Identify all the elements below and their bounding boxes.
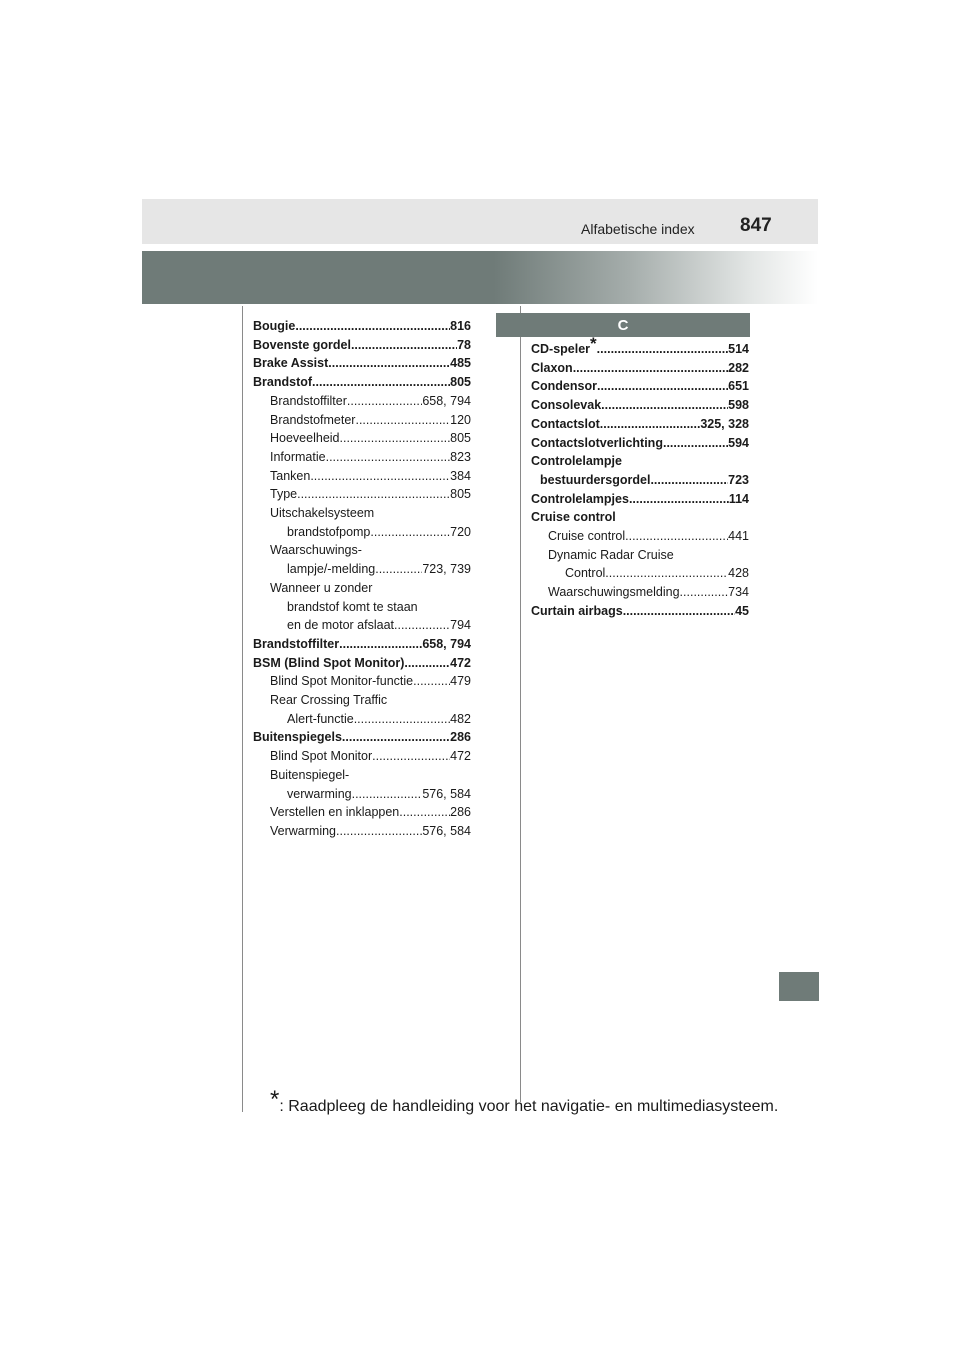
index-subentry: Control ..... 428 xyxy=(531,564,749,583)
index-subentry: brandstofpomp ..... 720 xyxy=(253,523,471,542)
index-subentry: en de motor afslaat ..... 794 xyxy=(253,616,471,635)
index-subentry: Blind Spot Monitor-functie ..... 479 xyxy=(253,672,471,691)
index-subentry: Verstellen en inklappen ..... 286 xyxy=(253,803,471,822)
index-entry-line: Controlelampje xyxy=(531,454,622,469)
index-subentry: Verwarming ..... 576, 584 xyxy=(253,822,471,841)
index-entry: Contactslotverlichting ..... 594 xyxy=(531,434,749,453)
index-subentry: Brandstofmeter ..... 120 xyxy=(253,411,471,430)
chapter-side-tab xyxy=(779,972,819,1001)
index-entry: Controlelampjes ..... 114 xyxy=(531,490,749,509)
index-entry: Consolevak ..... 598 xyxy=(531,396,749,415)
index-entry: Contactslot ..... 325, 328 xyxy=(531,415,749,434)
index-entry: bestuurdersgordel ..... 723 xyxy=(531,471,749,490)
index-subentry-line: Waarschuwings- xyxy=(270,543,362,558)
column-rule-left xyxy=(242,306,243,1112)
index-subentry: Waarschuwingsmelding ..... 734 xyxy=(531,583,749,602)
index-entry: Brandstoffilter ..... 658, 794 xyxy=(253,635,471,654)
index-subentry: lampje/-melding ..... 723, 739 xyxy=(253,560,471,579)
index-entry: CD-speler* ..... 514 xyxy=(531,340,749,359)
footnote-marker: * xyxy=(590,334,597,353)
index-subentry-line: Wanneer u zonder xyxy=(270,580,373,595)
index-entry: BSM (Blind Spot Monitor) ..... 472 xyxy=(253,654,471,673)
index-entry: Curtain airbags ..... 45 xyxy=(531,602,749,621)
header-band xyxy=(142,199,818,244)
index-subentry: Blind Spot Monitor ..... 472 xyxy=(253,747,471,766)
index-subentry: Hoeveelheid ..... 805 xyxy=(253,429,471,448)
index-entry: Claxon ..... 282 xyxy=(531,359,749,378)
section-title: Alfabetische index xyxy=(581,221,695,237)
index-subentry: Alert-functie ..... 482 xyxy=(253,710,471,729)
footnote-text: : Raadpleeg de handleiding voor het navigatie- en multimediasysteem. xyxy=(279,1098,779,1115)
index-subentry: verwarming ..... 576, 584 xyxy=(253,785,471,804)
index-subentry-line: Buitenspiegel- xyxy=(270,767,350,782)
index-entry: Bougie ..... 816 xyxy=(253,317,471,336)
footnote-marker: * xyxy=(270,1086,280,1113)
index-subentry: Brandstoffilter ..... 658, 794 xyxy=(253,392,471,411)
index-subentry: Type ..... 805 xyxy=(253,485,471,504)
index-subentry-line: brandstof komt te staan xyxy=(287,599,418,614)
section-letter-header: C xyxy=(496,313,750,337)
chapter-gradient-band xyxy=(142,251,818,304)
index-subentry-line: Dynamic Radar Cruise xyxy=(548,547,674,562)
index-column-right xyxy=(531,334,749,621)
footnote xyxy=(270,1086,779,1116)
index-entry: Bovenste gordel ..... 78 xyxy=(253,336,471,355)
page-number: 847 xyxy=(740,215,772,236)
index-subentry: Tanken ..... 384 xyxy=(253,467,471,486)
index-entry: Brake Assist ..... 485 xyxy=(253,354,471,373)
index-column-left xyxy=(253,317,471,841)
index-subentry-line: Uitschakelsysteem xyxy=(270,506,375,521)
index-subentry: Informatie ..... 823 xyxy=(253,448,471,467)
index-entry: Buitenspiegels ..... 286 xyxy=(253,728,471,747)
index-subentry: Cruise control ..... 441 xyxy=(531,527,749,546)
index-subentry-line: Rear Crossing Traffic xyxy=(270,693,388,708)
index-entry: Condensor ..... 651 xyxy=(531,377,749,396)
index-entry-line: Cruise control xyxy=(531,510,616,525)
index-entry: Brandstof ..... 805 xyxy=(253,373,471,392)
column-rule-middle xyxy=(520,306,521,1102)
